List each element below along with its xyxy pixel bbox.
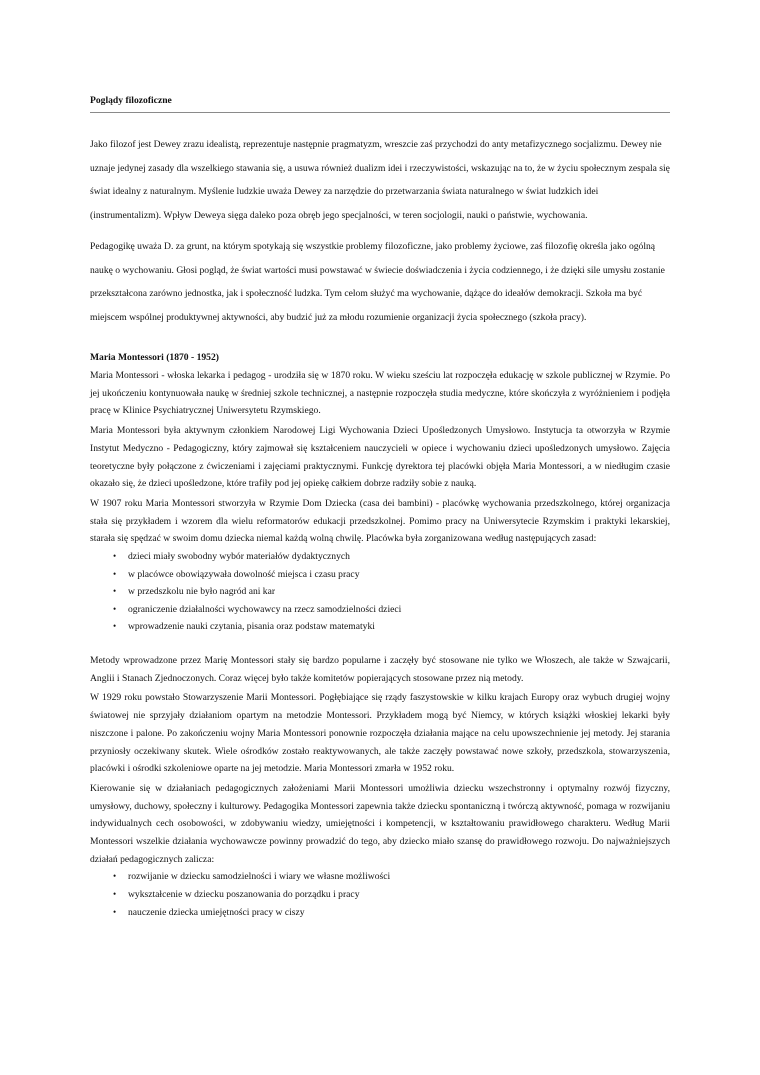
paragraph: Maria Montessori - włoska lekarka i pedagog - urodziła się w 1870 roku. W wieku sześciu lat rozpoczęła edukację w szkole publicznej w Rzymie. Po jej ukończeniu kontynuowała naukę w średniej szkole technicznej, a następnie rozpoczęła studia medyczne, które skończyła z wyróżnieniem i podjęła pracę w Klinice Psychiatrycznej Uniwersytetu Rzymskiego.: [90, 370, 670, 417]
section-heading-philosophy: Poglądy filozoficzne: [90, 94, 670, 113]
principles-list: [90, 548, 670, 636]
actions-list: [90, 868, 670, 921]
list-item: • nauczenie dziecka umiejętności pracy w ciszy: [90, 904, 670, 922]
paragraph: W 1929 roku powstało Stowarzyszenie Marii Montessori. Pogłębiające się rządy faszystowskie w kilku krajach Europy oraz wybuch drugiej wojny światowej nie sprzyjały działaniom opartym na metodzie Montessori. Przykładem mogą być Niemcy, w których książki włoskiej lekarki były niszczone i palone. Po zakończeniu wojny Maria Montessori ponownie rozpoczęła działania mające na celu upowszechnienie jej metody. Jej starania przyniosły oczekiwany skutek. Wiele ośrodków zostało reaktywowanych, ale także zaczęły powstawać nowe szkoły, przedszkola, stowarzyszenia, placówki i ośrodki szkoleniowe oparte na jej metodzie. Maria Montessori zmarła w 1952 roku.: [90, 692, 670, 775]
list-item: • ograniczenie działalności wychowawcy na rzecz samodzielności dzieci: [90, 601, 670, 619]
paragraph: W 1907 roku Maria Montessori stworzyła w Rzymie Dom Dziecka (casa dei bambini) - placówkę wychowania przedszkolnego, której organizacja stała się przykładem i wzorem dla wielu reformatorów edukacji przedszkolnej. Pomimo pracy na Uniwersytecie Rzymskim i praktyki lekarskiej, starała się spędzać w swoim domu dziecka niemal każdą wolną chwilę. Placówka była zorganizowana według następujących zasad:: [90, 497, 670, 545]
list-item: • dzieci miały swobodny wybór materiałów dydaktycznych: [90, 548, 670, 566]
bullet-icon: •: [113, 603, 117, 614]
paragraph: Maria Montessori była aktywnym członkiem Narodowej Ligi Wychowania Dzieci Upośledzonych Umysłowo. Instytucja ta otworzyła w Rzymie Instytut Medyczno - Pedagogiczny, który zajmował się kształceniem nauczycieli w opiece i wychowaniu dzieci upośledzonych umysłowo. Zajęcia teoretyczne były połączone z ćwiczeniami i zajęciami praktycznymi. Funkcję dyrektora tej placówki objęła Maria Montessori, a w niedługim czasie okazało się, że dzieci upośledzone, które trafiły pod jej opiekę całkiem dobrze radziły sobie z nauką.: [90, 425, 670, 490]
bullet-icon: •: [113, 889, 117, 900]
bullet-icon: •: [113, 551, 117, 562]
section-heading-montessori: Maria Montessori (1870 - 1952): [90, 352, 219, 363]
list-item: • w placówce obowiązywała dowolność miejsca i czasu pracy: [90, 566, 670, 584]
list-item: • w przedszkolu nie było nagród ani kar: [90, 583, 670, 601]
bullet-icon: •: [113, 906, 117, 917]
document-page: [90, 94, 670, 921]
list-item: • wykształcenie w dziecku poszanowania do porządku i pracy: [90, 886, 670, 904]
bullet-icon: •: [113, 568, 117, 579]
bullet-icon: •: [113, 586, 117, 597]
paragraph: Jako filozof jest Dewey zrazu idealistą, reprezentuje następnie pragmatyzm, wreszcie zaś przychodzi do anty metafizycznego socjalizmu. Dewey nie uznaje jedynej zasady dla wszelkiego stawania się, a usuwa również dualizm idei i rzeczywistości, wskazując na to, że w życiu społecznym zespala się świat idealny z naturalnym. Myślenie ludzkie uważa Dewey za narzędzie do przetwarzania świata naturalnego w świat ludzkich idei (instrumentalizm). Wpływ Deweya sięga daleko poza obręb jego specjalności, w teren socjologii, nauki o państwie, wychowania.: [90, 139, 670, 221]
list-item: • wprowadzenie nauki czytania, pisania oraz podstaw matematyki: [90, 618, 670, 636]
paragraph: Pedagogikę uważa D. za grunt, na którym spotykają się wszystkie problemy filozoficzne, jako problemy życiowe, zaś filozofię określa jako ogólną naukę o wychowaniu. Głosi pogląd, że świat wartości musi powstawać w świecie doświadczenia i życia codziennego, i że dzięki sile umysłu zostanie przekształcona zarówno jednostka, jak i społeczność ludzka. Tym celom służyć ma wychowanie, dążące do ideałów demokracji. Szkoła ma być miejscem wspólnej produktywnej aktywności, aby budzić już za młodu rozumienie organizacji życia społecznego (szkoła pracy).: [90, 241, 665, 323]
paragraph: Kierowanie się w działaniach pedagogicznych założeniami Marii Montessori umożliwia dziecku wszechstronny i optymalny rozwój fizyczny, umysłowy, duchowy, społeczny i kulturowy. Pedagogika Montessori zapewnia także dziecku spontaniczną i twórczą aktywność, pomaga w rozwijaniu indywidualnych cech osobowości, w zdobywaniu wiedzy, umiejętności i kompetencji, w kształtowaniu prawidłowego charakteru. Według Marii Montessori wszelkie działania wychowawcze powinny prowadzić do tego, aby dziecko miało szansę do prawidłowego rozwoju. Do najważniejszych działań pedagogicznych zalicza:: [90, 782, 670, 865]
bullet-icon: •: [113, 621, 117, 632]
list-item: • rozwijanie w dziecku samodzielności i wiary we własne możliwości: [90, 868, 670, 886]
paragraph: Metody wprowadzone przez Marię Montessori stały się bardzo popularne i zaczęły być stosowane nie tylko we Włoszech, ale także w Szwajcarii, Anglii i Stanach Zjednoczonych. Coraz więcej było także komitetów popierających stosowane przez nią metody.: [90, 655, 670, 684]
bullet-icon: •: [113, 871, 117, 882]
